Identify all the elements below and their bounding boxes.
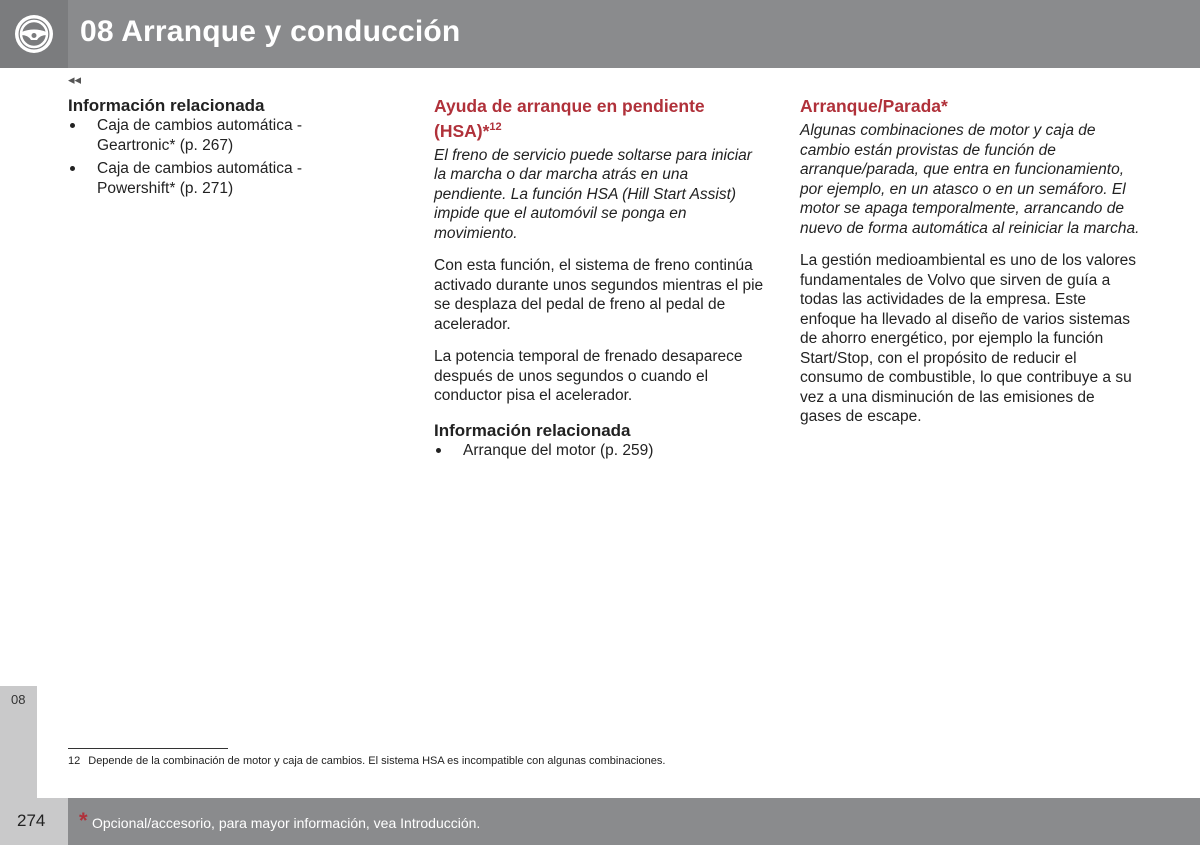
column-hsa <box>434 96 764 464</box>
related-info-heading: Información relacionada <box>68 96 265 115</box>
page-footer <box>0 798 1200 845</box>
list-item[interactable] <box>68 159 368 198</box>
side-tab-label: 08 <box>11 692 26 707</box>
hsa-title-text: Ayuda de arranque en pendiente (HSA)* <box>434 96 705 141</box>
hsa-paragraph-2: La potencia temporal de frenado desaparece después de unos segundos o cuando el conductor pisa el acelerador. <box>434 348 743 405</box>
bullet-icon <box>70 123 75 128</box>
column-start-stop <box>800 96 1140 427</box>
bullet-icon <box>70 166 75 171</box>
start-stop-title: Arranque/Parada* <box>800 96 948 116</box>
hsa-related-list <box>434 441 764 461</box>
chapter-header <box>0 0 1200 68</box>
column-related-info <box>68 96 368 202</box>
start-stop-paragraph: La gestión medioambiental es uno de los valores fundamentales de Volvo que sirven de guía a todas las actividades de la empresa. Este enfoque ha llevado al diseño de varios sistemas de ahorro energético, por ejemplo la función Start/Stop, con el propósito de reducir el consumo de combustible, lo que contribuye a su vez a una disminución de las emisiones de gases de escape. <box>800 252 1137 425</box>
footnote-ref: 12 <box>489 121 502 133</box>
related-info-list <box>68 116 368 198</box>
asterisk-icon: * <box>79 808 88 833</box>
bullet-icon <box>436 448 441 453</box>
footnote-text: Depende de la combinación de motor y caja de cambios. El sistema HSA es incompatible con algunas combinaciones. <box>88 755 666 767</box>
page-number-box <box>0 798 68 845</box>
hsa-paragraph-1: Con esta función, el sistema de freno continúa activado durante unos segundos mientras el pie se desplaza del pedal de freno al pedal de acelerador. <box>434 257 764 333</box>
footnote-number: 12 <box>68 755 81 767</box>
list-item-text[interactable]: Caja de cambios automática - Geartronic* (p. 267) <box>97 117 303 154</box>
header-icon-box <box>0 0 68 68</box>
hsa-intro: El freno de servicio puede soltarse para iniciar la marcha o dar marcha atrás en una pendiente. La función HSA (Hill Start Assist) impide que el automóvil se ponga en movimiento. <box>434 146 752 242</box>
start-stop-intro: Algunas combinaciones de motor y caja de cambio están provistas de función de arranque/parada, que entra en funcionamiento, por ejemplo, en un atasco o en un semáforo. El motor se apaga temporalmente, arrancando de nuevo de forma automática al reiniciar la marcha. <box>800 122 1140 237</box>
footer-note: Opcional/accesorio, para mayor información, vea Introducción. <box>92 815 481 831</box>
chapter-side-tab[interactable] <box>0 686 37 798</box>
hsa-title <box>434 96 764 142</box>
list-item[interactable] <box>68 116 368 155</box>
footer-note-bar <box>68 798 1200 845</box>
list-item-text[interactable]: Caja de cambios automática - Powershift* (p. 271) <box>97 160 303 197</box>
footnote-divider <box>68 748 228 749</box>
list-item-text[interactable]: Arranque del motor (p. 259) <box>463 441 654 459</box>
page-number: 274 <box>17 811 46 830</box>
back-nav-icon[interactable]: ◂◂ <box>68 72 82 87</box>
list-item[interactable] <box>434 441 764 461</box>
footnote <box>68 755 665 767</box>
chapter-title: 08 Arranque y conducción <box>80 15 461 48</box>
steering-wheel-icon <box>13 13 55 55</box>
hsa-related-heading: Información relacionada <box>434 420 631 440</box>
